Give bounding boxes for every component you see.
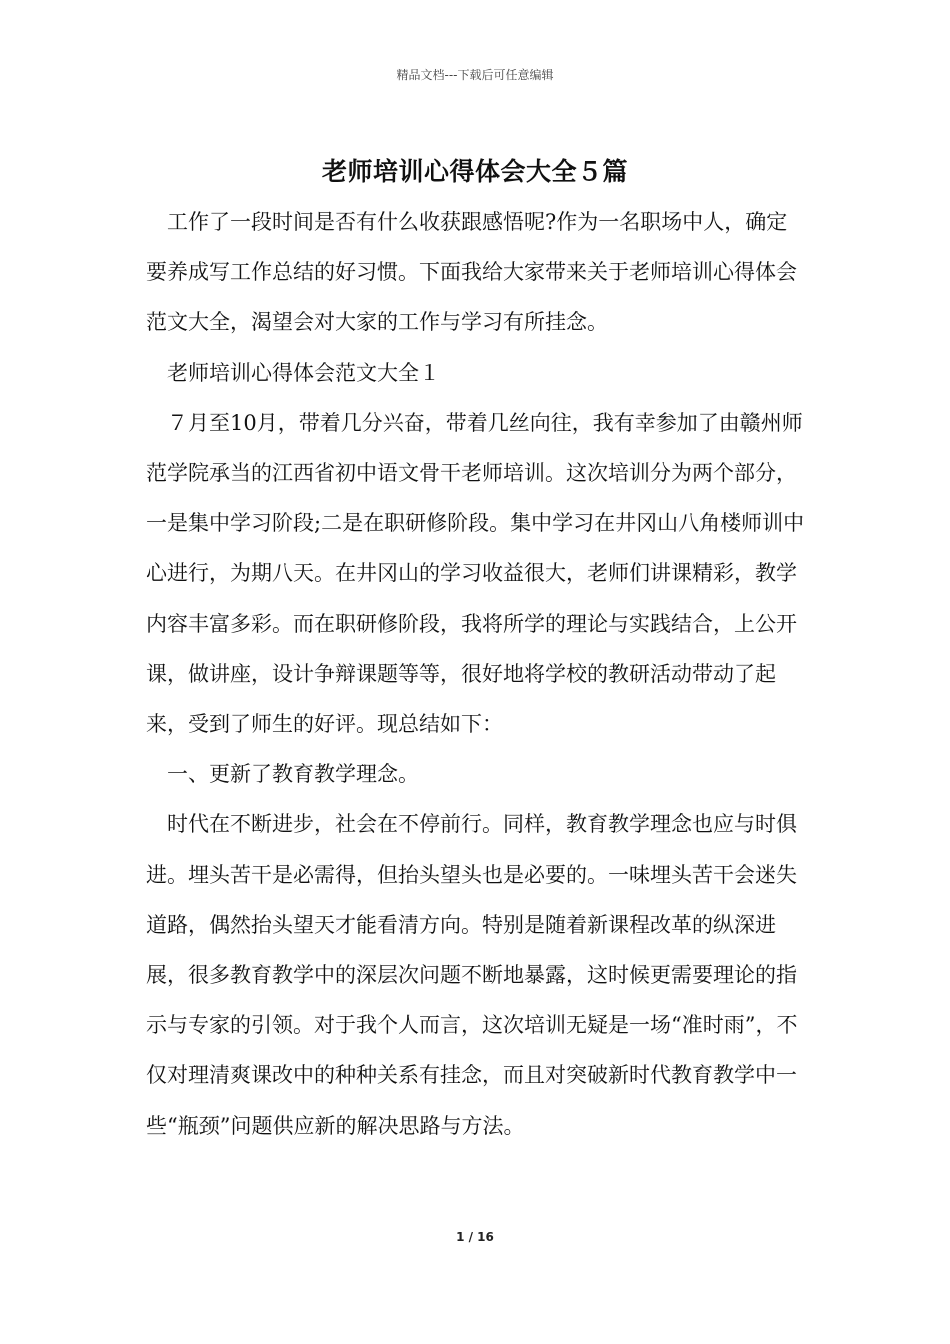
document-title: 老师培训心得体会大全５篇: [321, 157, 628, 186]
body-paragraph: ７月至10月，带着几分兴奋，带着几丝向往，我有幸参加了由赣州师范学院承当的江西省初中语文骨干老师培训。这次培训分为两个部分，一是集中学习阶段;二是在职研修阶段。集中学习在井冈山八角楼师训中心进行，为期八天。在井冈山的学习收益很大，老师们讲课精彩，教学内容丰富多彩。而在职研修阶段，我将所学的理论与实践结合，上公开课，做讲座，设计争辩课题等等，很好地将学校的教研活动带动了起来，受到了师生的好评。现总结如下：: [146, 410, 805, 737]
document-body: [146, 197, 808, 1151]
page-number: 1 / 16: [456, 1230, 494, 1244]
page-header-note: 精品文档---下载后可任意编辑: [396, 68, 554, 82]
section-heading: 老师培训心得体会范文大全１: [167, 360, 440, 385]
intro-paragraph: 工作了一段时间是否有什么收获跟感悟呢?作为一名职场中人，确定要养成写工作总结的好习惯。下面我给大家带来关于老师培训心得体会范文大全，渴望会对大家的工作与学习有所挂念。: [146, 210, 797, 335]
subsection-heading: 一、更新了教育教学理念。: [167, 762, 419, 787]
body-paragraph: 时代在不断进步，社会在不停前行。同样，教育教学理念也应与时俱进。埋头苦干是必需得，但抬头望头也是必要的。一味埋头苦干会迷失道路，偶然抬头望天才能看清方向。特别是随着新课程改革的纵深进展，很多教育教学中的深层次问题不断地暴露，这时候更需要理论的指示与专家的引领。对于我个人而言，这次培训无疑是一场“准时雨”，不仅对理清爽课改中的种种关系有挂念，而且对突破新时代教育教学中一些“瓶颈”问题供应新的解决思路与方法。: [146, 812, 798, 1138]
